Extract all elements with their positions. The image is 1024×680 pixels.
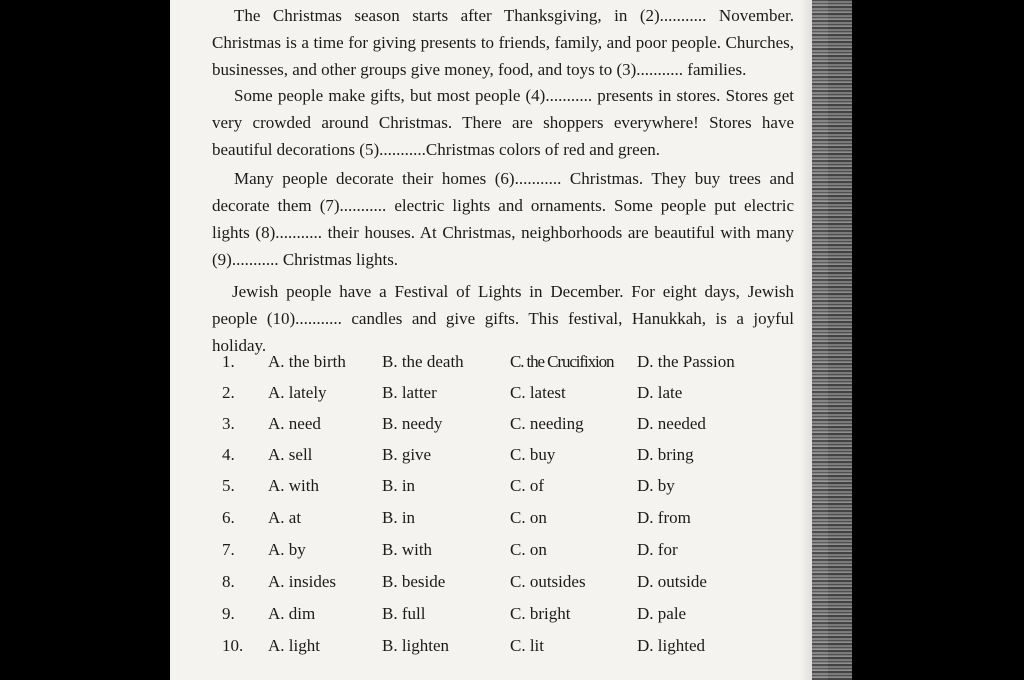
option-d: D. lighted: [637, 636, 705, 655]
book-binding-edge: [812, 0, 852, 680]
option-b: B. in: [382, 476, 416, 495]
question-number: 9.: [222, 604, 235, 623]
option-a: A. sell: [268, 445, 313, 464]
option-a: A. lately: [268, 383, 327, 402]
option-a: A. insides: [268, 572, 336, 591]
option-d: D. the Passion: [637, 352, 735, 371]
option-d: D. bring: [637, 445, 694, 464]
option-a: A. dim: [268, 604, 316, 623]
question-row: [170, 600, 828, 630]
question-row: [170, 504, 828, 534]
question-number: 6.: [222, 508, 235, 527]
passage-paragraph-2: Some people make gifts, but most people (4)........... presents in stores. Stores get very crowded around Christmas. There are shoppers everywhere! Stores have beautiful decorations (5)...........Christmas colors of red and green.: [212, 86, 794, 159]
question-number: 1.: [222, 352, 235, 371]
option-d: D. outside: [637, 572, 707, 591]
option-d: D. for: [637, 540, 678, 559]
option-d: D. late: [637, 383, 683, 402]
question-row: [170, 632, 828, 662]
option-b: B. full: [382, 604, 426, 623]
option-b: B. give: [382, 445, 432, 464]
question-row: [170, 536, 828, 566]
option-b: B. needy: [382, 414, 443, 433]
option-a: A. at: [268, 508, 302, 527]
question-row: [170, 348, 828, 378]
question-number: 10.: [222, 636, 244, 655]
document-page: [170, 0, 828, 680]
option-c: C. needing: [510, 414, 584, 433]
option-c: C. lit: [510, 636, 545, 655]
option-b: B. lighten: [382, 636, 450, 655]
question-row: [170, 568, 828, 598]
option-c: C. bright: [510, 604, 571, 623]
question-number: 5.: [222, 476, 235, 495]
question-row: [170, 379, 828, 409]
passage-paragraph-1: The Christmas season starts after Thanksgiving, in (2)........... November. Christmas is a time for giving presents to friends, family, and poor people. Churches, businesses, and other groups give money, food, and toys to (3)........... families.: [212, 6, 794, 79]
option-a: A. by: [268, 540, 306, 559]
question-row: [170, 472, 828, 502]
option-a: A. need: [268, 414, 321, 433]
question-number: 4.: [222, 445, 235, 464]
option-b: B. in: [382, 508, 416, 527]
option-b: B. beside: [382, 572, 446, 591]
option-c: C. the Crucifixion: [510, 352, 614, 371]
option-d: D. by: [637, 476, 675, 495]
question-number: 2.: [222, 383, 235, 402]
question-number: 8.: [222, 572, 235, 591]
question-number: 3.: [222, 414, 235, 433]
option-c: C. on: [510, 508, 547, 527]
passage-paragraph-3: Many people decorate their homes (6)........... Christmas. They buy trees and decorate them (7)........... electric lights and ornaments. Some people put electric lights (8)........... their houses. At Christmas, neighborhoods are beautiful with many (9)........... Christmas lights.: [212, 169, 794, 269]
option-b: B. latter: [382, 383, 437, 402]
question-row: [170, 441, 828, 471]
option-c: C. of: [510, 476, 544, 495]
option-d: D. pale: [637, 604, 687, 623]
option-c: C. buy: [510, 445, 556, 464]
question-row: [170, 410, 828, 440]
option-a: A. light: [268, 636, 320, 655]
option-b: B. the death: [382, 352, 464, 371]
option-c: C. outsides: [510, 572, 586, 591]
option-a: A. with: [268, 476, 319, 495]
passage-paragraph-4: Jewish people have a Festival of Lights in December. For eight days, Jewish people (10)........... candles and give gifts. This festival, Hanukkah, is a joyful holiday.: [212, 282, 794, 355]
option-b: B. with: [382, 540, 433, 559]
option-a: A. the birth: [268, 352, 346, 371]
question-number: 7.: [222, 540, 235, 559]
option-d: D. needed: [637, 414, 706, 433]
option-d: D. from: [637, 508, 691, 527]
option-c: C. on: [510, 540, 547, 559]
option-c: C. latest: [510, 383, 566, 402]
